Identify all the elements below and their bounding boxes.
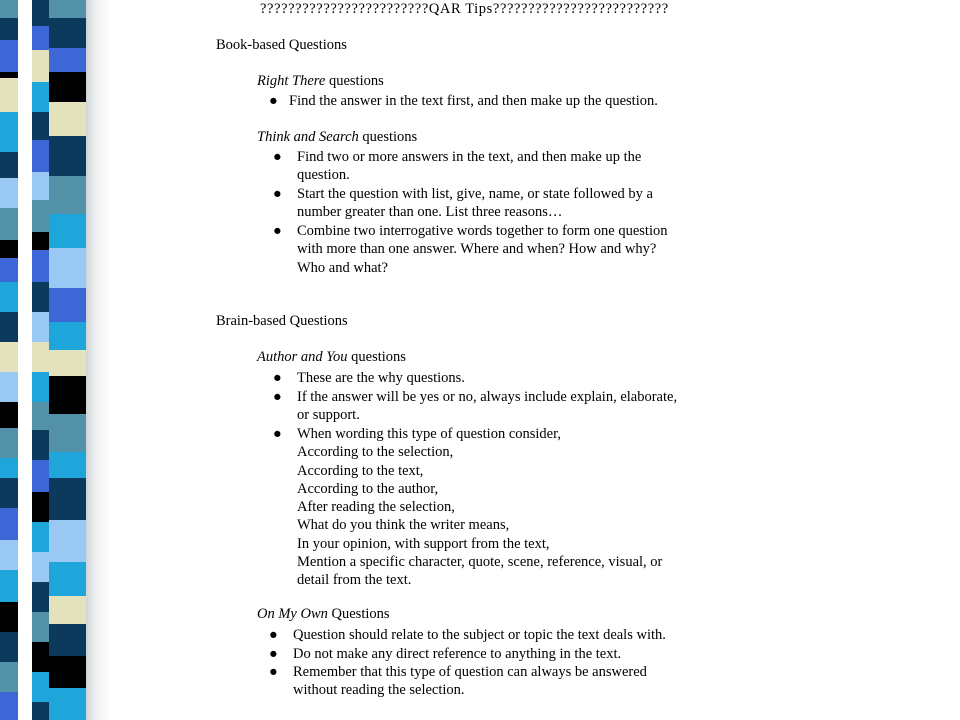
stripe-block	[0, 342, 18, 372]
bullet-line: Remember that this type of question can always be answered	[293, 664, 647, 680]
bullet-line: or support.	[297, 407, 360, 424]
bullet-item	[273, 148, 743, 185]
stripe-block	[0, 458, 18, 478]
stripe-block	[49, 656, 86, 688]
stripe-block	[32, 402, 49, 430]
bullet-line: Find two or more answers in the text, and then make up the	[297, 149, 642, 165]
stripe-block	[0, 112, 18, 152]
stripe-block	[32, 26, 49, 50]
subheading-author-and-you	[257, 349, 406, 366]
subheading-rest: Questions	[327, 606, 390, 622]
bullet-item	[269, 645, 739, 663]
stripe-block	[32, 112, 49, 140]
stripe-block	[0, 632, 18, 662]
bullet-dot-icon: ●	[269, 664, 278, 680]
stripe-block	[32, 672, 49, 702]
bullet-dot-icon: ●	[273, 426, 282, 442]
bullet-dot-icon: ●	[269, 646, 278, 662]
bullet-item	[273, 222, 743, 277]
bullet-line: Find the answer in the text first, and then make up the question.	[289, 93, 658, 109]
stripe-block	[32, 250, 49, 282]
bullet-item	[273, 185, 743, 222]
subheading-italic: Think and Search	[257, 129, 359, 145]
stripe-block	[49, 350, 86, 376]
stripe-block	[0, 40, 18, 72]
stripe-block	[49, 136, 86, 176]
stripe-block	[49, 248, 86, 288]
bullet-line: According to the author,	[297, 480, 439, 497]
subheading-rest: questions	[325, 73, 384, 89]
bullet-line: Mention a specific character, quote, scene, reference, visual, or	[297, 554, 663, 571]
stripe-block	[32, 232, 49, 250]
stripe-block	[0, 78, 18, 112]
subheading-italic: Right There	[257, 73, 326, 89]
bullet-line: Start the question with list, give, name, or state followed by a	[297, 186, 653, 202]
subheading-rest: questions	[347, 349, 406, 365]
subheading-on-my-own	[257, 606, 390, 623]
bullet-line: Question should relate to the subject or topic the text deals with.	[293, 627, 666, 643]
stripe-block	[32, 492, 49, 522]
bullet-item	[269, 663, 739, 700]
stripe-block	[32, 702, 49, 720]
stripe-block	[32, 82, 49, 112]
stripe-block	[0, 692, 18, 720]
stripe-block	[32, 0, 49, 26]
stripe-block	[0, 312, 18, 342]
stripe-shadow	[86, 0, 110, 720]
bullet-line: with more than one answer. Where and when? How and why?	[297, 241, 657, 258]
stripe-block	[0, 258, 18, 282]
stripe-block	[0, 178, 18, 208]
stripe-block	[49, 596, 86, 624]
bullet-line: According to the selection,	[297, 444, 454, 461]
stripe-block	[0, 240, 18, 258]
section-heading-brain-based: Brain-based Questions	[216, 313, 348, 329]
bullet-line: Combine two interrogative words together to form one question	[297, 223, 668, 239]
bullet-item	[273, 425, 743, 590]
stripe-block	[49, 102, 86, 136]
stripe-block	[0, 602, 18, 632]
stripe-block	[32, 50, 49, 82]
stripe-block	[32, 522, 49, 552]
subheading-italic: On My Own	[257, 606, 328, 622]
bullet-line: without reading the selection.	[293, 682, 465, 699]
bullet-line: According to the text,	[297, 462, 424, 479]
stripe-block	[49, 322, 86, 350]
stripe-block	[49, 288, 86, 322]
bullet-dot-icon: ●	[269, 93, 278, 109]
stripe-block	[0, 152, 18, 178]
bullet-dot-icon: ●	[269, 627, 278, 643]
section-heading-book-based: Book-based Questions	[216, 37, 347, 53]
stripe-block	[0, 478, 18, 508]
bullet-dot-icon: ●	[273, 149, 282, 165]
bullet-line: detail from the text.	[297, 572, 412, 589]
stripe-block	[49, 520, 86, 562]
stripe-block	[32, 342, 49, 372]
stripe-block	[0, 372, 18, 402]
bullet-item	[269, 92, 739, 110]
stripe-block	[0, 282, 18, 312]
stripe-block	[49, 478, 86, 520]
bullet-line: Who and what?	[297, 259, 388, 276]
stripe-block	[32, 282, 49, 312]
stripe-block	[49, 414, 86, 452]
stripe-column-1	[0, 0, 18, 720]
stripe-block	[32, 460, 49, 492]
subheading-think-and-search	[257, 129, 417, 146]
stripe-block	[0, 540, 18, 570]
bullet-dot-icon: ●	[273, 370, 282, 386]
stripe-block	[0, 402, 18, 428]
bullet-line: question.	[297, 167, 350, 184]
stripe-block	[49, 72, 86, 102]
bullet-line: number greater than one. List three reasons…	[297, 204, 563, 221]
stripe-block	[0, 0, 18, 18]
bullet-item	[269, 626, 739, 644]
stripe-block	[49, 624, 86, 656]
bullet-line: If the answer will be yes or no, always include explain, elaborate,	[297, 389, 678, 405]
stripe-block	[0, 508, 18, 540]
stripe-column-2	[32, 0, 49, 720]
bullet-item	[273, 369, 743, 387]
stripe-block	[0, 570, 18, 602]
stripe-block	[32, 372, 49, 402]
stripe-block	[49, 376, 86, 414]
stripe-block	[32, 642, 49, 672]
bullet-line: What do you think the writer means,	[297, 517, 510, 534]
stripe-block	[32, 582, 49, 612]
subheading-italic: Author and You	[257, 349, 348, 365]
bullet-line: Do not make any direct reference to anything in the text.	[293, 646, 622, 662]
stripe-block	[49, 214, 86, 248]
decorative-stripe-border	[0, 0, 110, 720]
stripe-block	[49, 18, 86, 48]
bullet-line: In your opinion, with support from the text,	[297, 535, 550, 552]
stripe-block	[49, 176, 86, 214]
stripe-block	[32, 172, 49, 200]
stripe-block	[32, 140, 49, 172]
bullet-dot-icon: ●	[273, 389, 282, 405]
slide-title: ????????????????????????QAR Tips?????????????????????????	[260, 1, 669, 17]
stripe-block	[0, 662, 18, 692]
stripe-block	[49, 688, 86, 720]
stripe-block	[0, 18, 18, 40]
bullet-item	[273, 388, 743, 425]
bullet-dot-icon: ●	[273, 223, 282, 239]
bullet-line: When wording this type of question consider,	[297, 426, 561, 442]
stripe-block	[32, 200, 49, 232]
stripe-block	[49, 0, 86, 18]
bullet-line: These are the why questions.	[297, 370, 465, 386]
subheading-rest: questions	[358, 129, 418, 145]
slide-content	[110, 0, 960, 720]
stripe-block	[32, 612, 49, 642]
subheading-right-there	[257, 73, 384, 90]
stripe-block	[49, 562, 86, 596]
stripe-block	[32, 430, 49, 460]
stripe-column-3	[49, 0, 86, 720]
stripe-block	[0, 428, 18, 458]
stripe-block	[49, 452, 86, 478]
stripe-block	[32, 552, 49, 582]
stripe-block	[49, 48, 86, 72]
bullet-dot-icon: ●	[273, 186, 282, 202]
stripe-gap	[18, 0, 32, 720]
stripe-block	[0, 208, 18, 240]
stripe-block	[32, 312, 49, 342]
bullet-line: After reading the selection,	[297, 499, 455, 516]
